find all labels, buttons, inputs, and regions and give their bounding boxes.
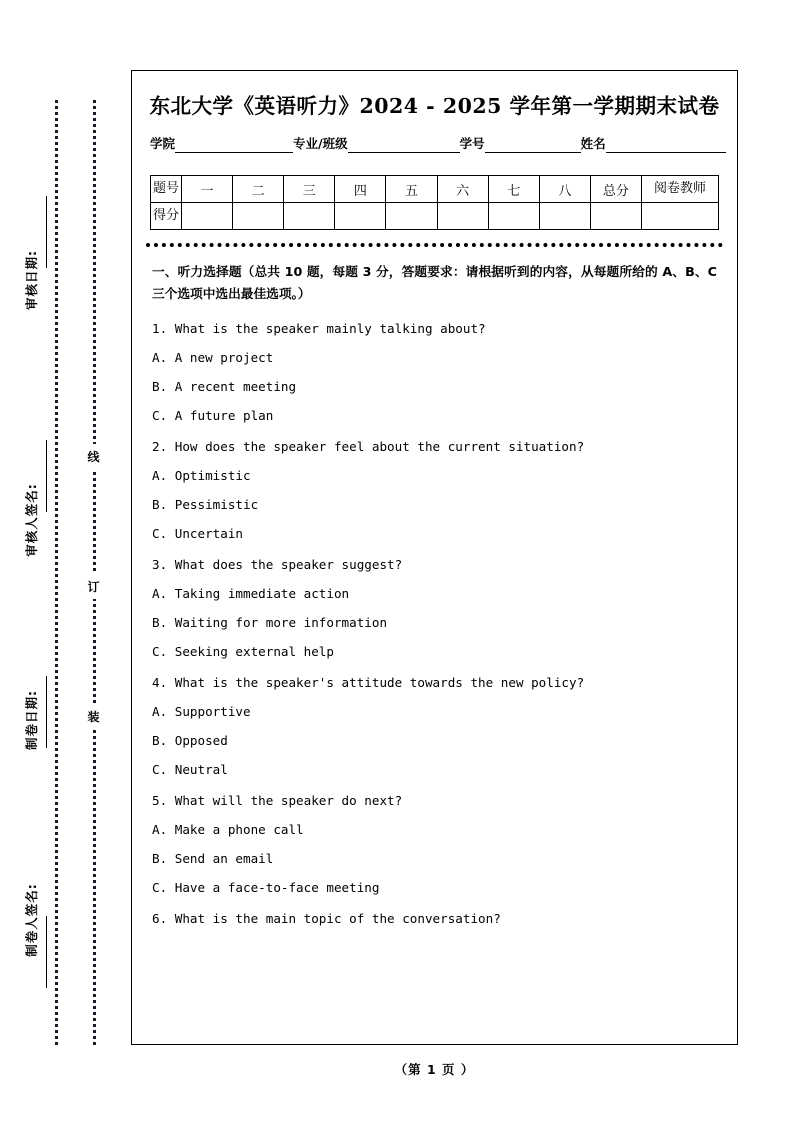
question-3-option-c[interactable]: C. Seeking external help <box>152 644 334 660</box>
question-3-stem: 3. What does the speaker suggest? <box>152 557 403 573</box>
score-table-container <box>150 175 719 230</box>
question-2-stem: 2. How does the speaker feel about the current situation? <box>152 439 585 455</box>
score-cell-8[interactable] <box>539 203 590 230</box>
field-college[interactable] <box>150 134 293 153</box>
student-identity-row <box>150 134 719 153</box>
score-col-7: 七 <box>488 176 539 203</box>
binding-dotted-line-outer <box>55 100 58 1045</box>
section-1-instruction: 一、听力选择题（总共 10 题，每题 3 分，答题要求：请根据听到的内容，从每题所给的 A、B、C 三个选项中选出最佳选项。） <box>152 264 717 302</box>
score-cell-5[interactable] <box>386 203 437 230</box>
question-5-option-c[interactable]: C. Have a face-to-face meeting <box>152 880 380 896</box>
question-2-option-a[interactable]: A. Optimistic <box>152 468 251 484</box>
row-header-score: 得分 <box>151 203 182 230</box>
field-major-class-blank[interactable] <box>348 139 460 153</box>
score-cell-2[interactable] <box>233 203 284 230</box>
question-1-option-a[interactable]: A. A new project <box>152 350 274 366</box>
binding-rule-1 <box>46 196 47 268</box>
paper-creation-date-label: 制卷日期: <box>24 690 39 750</box>
binding-rule-4 <box>46 916 47 988</box>
field-major-class[interactable] <box>293 134 460 153</box>
question-2-option-b[interactable]: B. Pessimistic <box>152 497 259 513</box>
table-row-question-numbers <box>151 176 719 203</box>
score-cell-grading-teacher[interactable] <box>642 203 719 230</box>
field-major-class-label: 专业/班级 <box>293 136 348 151</box>
binding-word-ding: 订 <box>84 574 103 599</box>
question-3-option-b[interactable]: B. Waiting for more information <box>152 615 388 631</box>
question-1-option-c[interactable]: C. A future plan <box>152 408 274 424</box>
question-4-option-c[interactable]: C. Neutral <box>152 762 228 778</box>
field-student-number-label: 学号 <box>459 136 485 151</box>
field-student-name[interactable] <box>581 134 726 153</box>
score-cell-1[interactable] <box>182 203 233 230</box>
field-student-name-label: 姓名 <box>580 136 606 151</box>
question-4-option-b[interactable]: B. Opposed <box>152 733 228 749</box>
score-col-1: 一 <box>182 176 233 203</box>
question-5-option-a[interactable]: A. Make a phone call <box>152 822 304 838</box>
score-col-6: 六 <box>437 176 488 203</box>
score-cell-6[interactable] <box>437 203 488 230</box>
question-4-stem: 4. What is the speaker's attitude towards the new policy? <box>152 675 585 691</box>
binding-rule-3 <box>46 676 47 748</box>
score-cell-7[interactable] <box>488 203 539 230</box>
binding-rule-2 <box>46 440 47 512</box>
paper-creator-signature-label: 制卷人签名: <box>24 883 39 957</box>
exam-title: 东北大学《英语听力》2024 - 2025 学年第一学期期末试卷 <box>149 94 720 118</box>
field-college-blank[interactable] <box>175 139 293 153</box>
question-3-option-a[interactable]: A. Taking immediate action <box>152 586 350 602</box>
exam-content <box>152 261 717 926</box>
score-col-grading-teacher: 阅卷教师 <box>642 176 719 203</box>
score-cell-4[interactable] <box>335 203 386 230</box>
page-number-footer: （第 1 页 ） <box>394 1062 475 1077</box>
field-student-number[interactable] <box>460 134 581 153</box>
score-col-4: 四 <box>335 176 386 203</box>
binding-margin <box>0 0 131 1122</box>
row-header-question-number: 题号 <box>151 176 182 203</box>
field-college-label: 学院 <box>150 136 176 151</box>
score-col-total: 总分 <box>590 176 641 203</box>
question-6-stem: 6. What is the main topic of the conversation? <box>152 911 501 927</box>
field-student-number-blank[interactable] <box>485 139 581 153</box>
question-2-option-c[interactable]: C. Uncertain <box>152 526 243 542</box>
score-cell-total[interactable] <box>590 203 641 230</box>
question-1-stem: 1. What is the speaker mainly talking about? <box>152 321 486 337</box>
score-col-5: 五 <box>386 176 437 203</box>
question-5-option-b[interactable]: B. Send an email <box>152 851 274 867</box>
score-col-2: 二 <box>233 176 284 203</box>
question-5-stem: 5. What will the speaker do next? <box>152 793 403 809</box>
binding-dotted-line-inner <box>93 100 96 1045</box>
review-date-label: 审核日期: <box>24 250 39 310</box>
score-table <box>150 175 719 230</box>
table-row-scores <box>151 203 719 230</box>
section-divider <box>146 243 723 247</box>
score-col-8: 八 <box>539 176 590 203</box>
score-cell-3[interactable] <box>284 203 335 230</box>
reviewer-signature-label: 审核人签名: <box>24 483 39 557</box>
binding-word-xian: 线 <box>84 444 103 469</box>
question-4-option-a[interactable]: A. Supportive <box>152 704 251 720</box>
score-col-3: 三 <box>284 176 335 203</box>
field-student-name-blank[interactable] <box>606 139 726 153</box>
question-1-option-b[interactable]: B. A recent meeting <box>152 379 297 395</box>
binding-word-zhuang: 装 <box>84 704 103 729</box>
exam-paper-frame <box>131 70 738 1045</box>
